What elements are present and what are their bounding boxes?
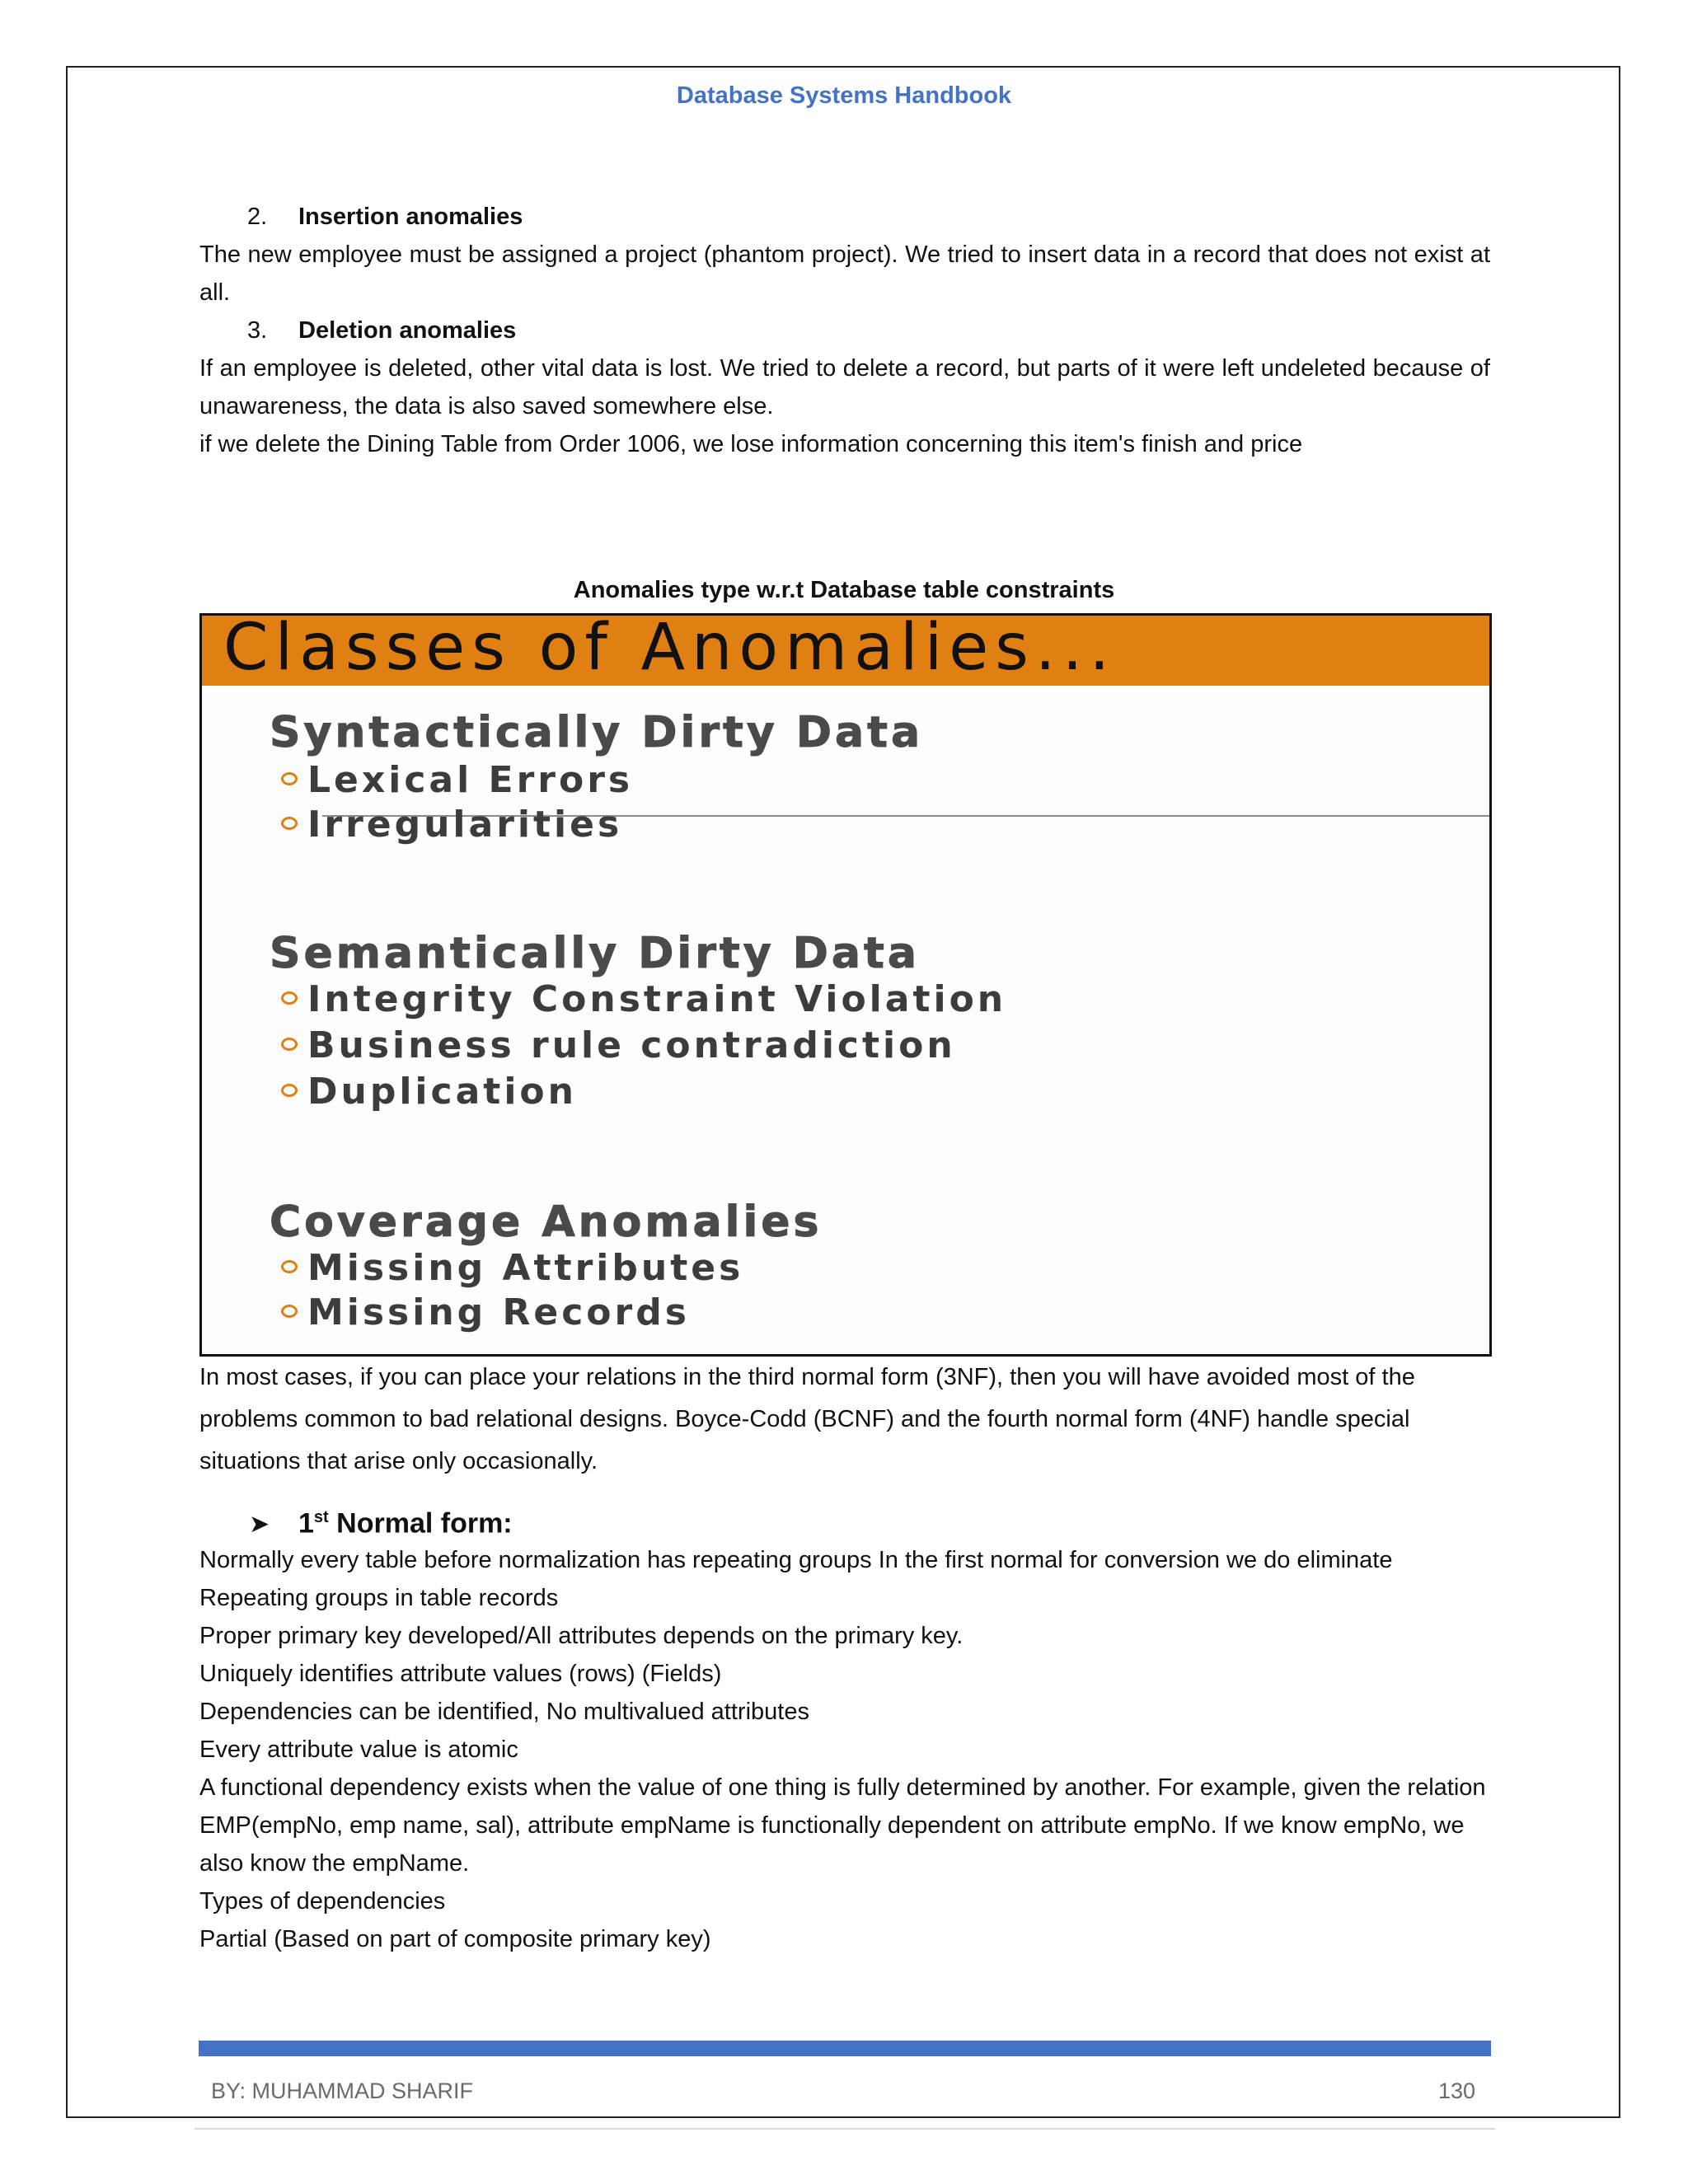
body-line: Uniquely identifies attribute values (rows) (Fields) (199, 1661, 722, 1687)
first-normal-form-heading (249, 1497, 513, 1545)
first-normal-form-body (199, 1541, 1490, 1958)
body-line: Repeating groups in table records (199, 1585, 559, 1611)
anomalies-classes-figure (199, 613, 1492, 1357)
body-line: Normally every table before normalization has repeating groups In the first normal for conversion we do eliminate (199, 1547, 1393, 1573)
arrow-bullet-icon: ➤ (249, 1511, 270, 1539)
group-heading-coverage: Coverage Anomalies (270, 1197, 823, 1247)
group-item (281, 1291, 690, 1333)
figure-banner-title: Classes of Anomalies... (223, 613, 1117, 685)
heading-text: Normal form: (328, 1507, 513, 1540)
figure-banner (202, 613, 1489, 686)
bullet-icon (281, 991, 298, 1005)
group-item-label: Business rule contradiction (307, 1024, 956, 1066)
deletion-anomalies-heading (247, 312, 516, 349)
running-header-title: Database Systems Handbook (676, 82, 1012, 109)
group-item (281, 978, 1006, 1020)
deletion-anomalies-text: If an employee is deleted, other vital data is lost. We tried to delete a record, but parts of it were left undeleted because of unawareness, the data is also saved somewhere else. (199, 355, 1490, 419)
dependency-types-heading: Types of dependencies (199, 1888, 446, 1915)
functional-dependency-text: A functional dependency exists when the value of one thing is fully determined by another. For example, given the relation EMP(empNo, emp name, sal), attribute empName is functionally dependent on attribute empNo. If we know empNo, we also know the empName. (199, 1774, 1486, 1877)
body-line: Dependencies can be identified, No multivalued attributes (199, 1699, 809, 1725)
heading-number: 1 (298, 1507, 314, 1540)
list-number: 3. (247, 317, 268, 344)
deletion-anomalies-example: if we delete the Dining Table from Order 1006, we lose information concerning this item's finish and price (199, 431, 1303, 457)
group-item-label: Missing Records (307, 1291, 690, 1333)
group-item-label: Duplication (307, 1071, 577, 1113)
figure-caption: Anomalies type w.r.t Database table constraints (573, 577, 1115, 603)
footer-author: BY: MUHAMMAD SHARIF (211, 2079, 474, 2103)
group-item-label: Lexical Errors (307, 759, 634, 801)
group-item (281, 759, 633, 801)
group-item (281, 804, 622, 846)
bullet-icon (281, 817, 298, 830)
heading-text: Deletion anomalies (298, 317, 517, 344)
footer-bar (199, 2041, 1491, 2056)
group-item-label: Integrity Constraint Violation (307, 978, 1007, 1020)
group-item-label: Missing Attributes (307, 1247, 744, 1289)
heading-text: Insertion anomalies (298, 204, 523, 230)
list-number: 2. (247, 204, 268, 230)
body-line: Every attribute value is atomic (199, 1736, 518, 1763)
group-item (281, 1247, 743, 1289)
bullet-icon (281, 1305, 298, 1318)
bullet-icon (281, 1084, 298, 1097)
group-item-label: Irregularities (307, 804, 623, 846)
bullet-icon (281, 1260, 298, 1273)
group-item (281, 1024, 956, 1066)
normal-forms-summary: In most cases, if you can place your relations in the third normal form (3NF), then you will have avoided most of the problems common to bad relational designs. Boyce-Codd (BCNF) and the fourth normal form (4NF) handle special situations that arise only occasionally. (199, 1364, 1415, 1474)
insertion-anomalies-heading (247, 198, 523, 236)
footer-page-number: 130 (1437, 2079, 1475, 2103)
partial-dependency-text: Partial (Based on part of composite primary key) (199, 1926, 711, 1952)
insertion-anomalies-text: The new employee must be assigned a project (phantom project). We tried to insert data in a record that does not exist at all. (199, 241, 1490, 306)
bullet-icon (281, 772, 298, 785)
group-heading-semantic: Semantically Dirty Data (270, 929, 920, 978)
heading-ordinal-suffix: st (313, 1508, 329, 1526)
body-line: Proper primary key developed/All attributes depends on the primary key. (199, 1623, 964, 1649)
group-item (281, 1071, 577, 1113)
bullet-icon (281, 1038, 298, 1051)
group-heading-syntactic: Syntactically Dirty Data (270, 708, 924, 757)
bottom-divider (195, 2128, 1495, 2130)
